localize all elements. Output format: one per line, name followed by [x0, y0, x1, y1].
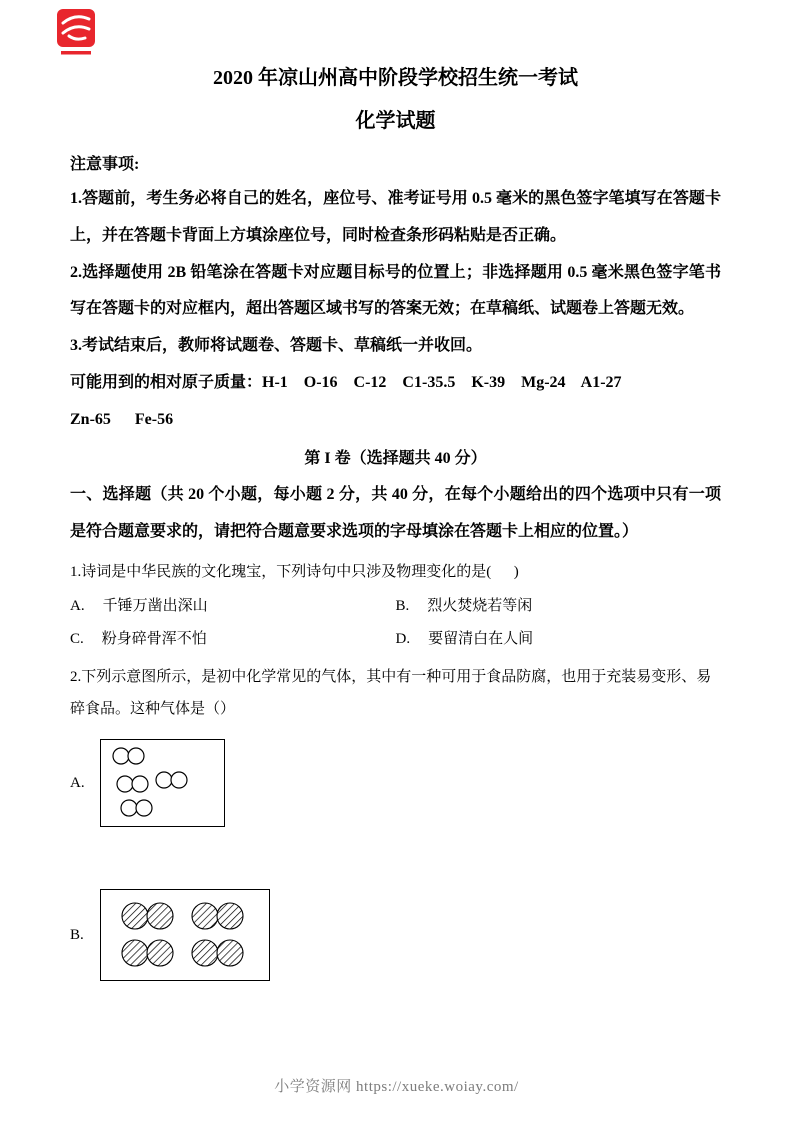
atomic-masses-line-1: 可能用到的相对原子质量：H-1 O-16 C-12 C1-35.5 K-39 Mg-24 A1-27 [70, 373, 622, 391]
notice-item-1: 1.答题前，考生务必将自己的姓名，座位号、准考证号用 0.5 毫米的黑色签字笔填写在答题卡上，并在答题卡背面上方填涂座位号，同时检查条形码粘贴是否正确。 [70, 190, 721, 244]
question-1-options [70, 590, 721, 656]
question-2-stem: 2.下列示意图所示，是初中化学常见的气体，其中有一种可用于食品防腐，也用于充装易变形、易碎食品。这种气体是（） [70, 669, 712, 717]
q2-option-a [70, 739, 721, 827]
option-text: 粉身碎骨浑不怕 [101, 631, 207, 648]
question-1-stem: 1.诗词是中华民族的文化瑰宝，下列诗句中只涉及物理变化的是( ) [70, 563, 519, 580]
footer-site-link: 小学资源网 https://xueke.woiay.com/ [274, 1079, 519, 1095]
gas-molecules-diagram-a [100, 739, 225, 827]
notice-item-2: 2.选择题使用 2B 铅笔涂在答题卡对应题目标号的位置上；非选择题用 0.5 毫米黑色签字笔书写在答题卡的对应框内，超出答题区域书写的答案无效；在草稿纸、试题卷上答题无效。 [70, 263, 721, 318]
site-logo [56, 8, 96, 61]
option-label: A. [70, 774, 85, 791]
option-label: B. [70, 926, 84, 943]
option-text: 千锤万凿出深山 [102, 598, 208, 615]
atomic-masses-line-2: Zn-65 Fe-56 [70, 410, 174, 428]
notice-item-3: 3.考试结束后，教师将试题卷、答题卡、草稿纸一并收回。 [70, 337, 483, 355]
site-logo-icon [56, 8, 96, 56]
q1-option-d [396, 623, 722, 656]
q1-option-c [70, 623, 396, 656]
notice-heading: 注意事项: [70, 156, 140, 173]
gas-molecules-diagram-b [100, 889, 270, 981]
option-text: 烈火焚烧若等闲 [427, 598, 533, 615]
option-text: 要留清白在人间 [428, 631, 534, 648]
option-label: D. [395, 631, 411, 648]
page-subtitle: 化学试题 [355, 110, 436, 132]
page-title: 2020 年凉山州高中阶段学校招生统一考试 [213, 67, 578, 89]
section-title: 第 I 卷（选择题共 40 分） [304, 449, 487, 467]
q2-option-b [70, 889, 721, 981]
option-label: A. [70, 598, 85, 615]
option-label: C. [70, 631, 84, 648]
section-intro: 一、选择题（共 20 个小题，每小题 2 分，共 40 分，在每个小题给出的四个选项中只有一项是符合题意要求的，请把符合题意要求选项的字母填涂在答题卡上相应的位置。） [70, 486, 721, 541]
option-label: B. [395, 598, 410, 615]
q1-option-a [70, 590, 396, 623]
q1-option-b [396, 590, 722, 623]
